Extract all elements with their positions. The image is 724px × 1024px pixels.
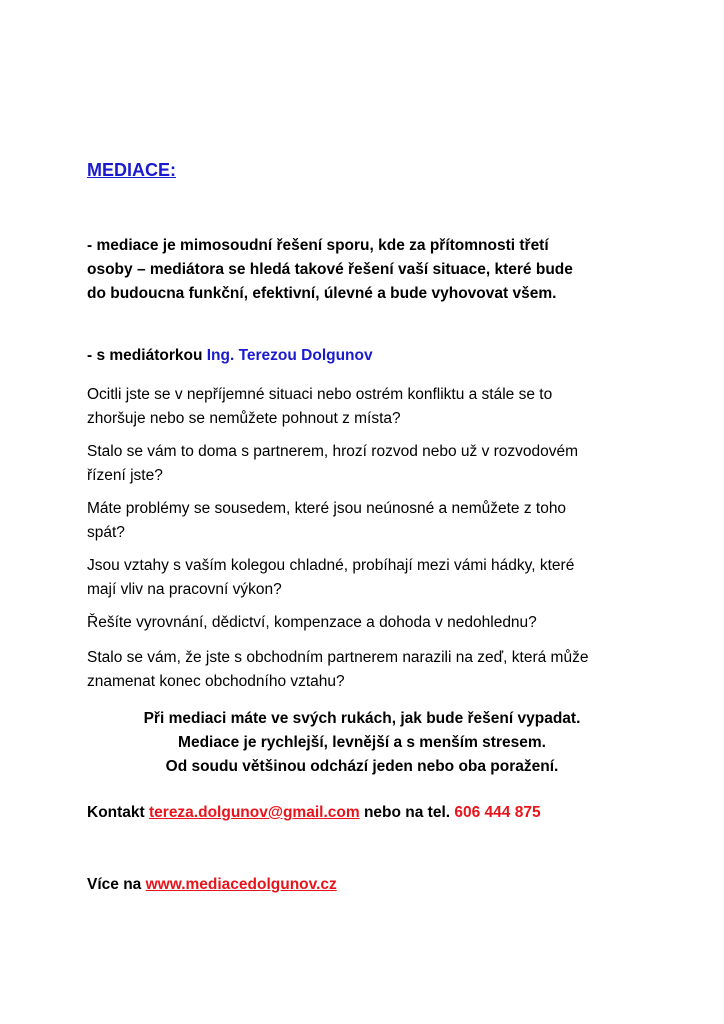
question-line: mají vliv na pracovní výkon? [87,581,282,598]
question-line: spát? [87,524,125,541]
summary-line: Mediace je rychlejší, levnější a s menším stresem. [178,734,546,751]
mediator-name: Ing. Terezou Dolgunov [206,347,373,364]
mediator-prefix: - s mediátorkou [87,347,207,364]
question-paragraph [87,554,647,602]
contact-label: Kontakt [87,804,149,821]
question-line: Stalo se vám to doma s partnerem, hrozí rozvod nebo už v rozvodovém [87,443,579,460]
summary-line: Při mediaci máte ve svých rukách, jak bude řešení vypadat. [143,710,581,727]
more-label: Více na [87,876,146,893]
question-line: Stalo se vám, že jste s obchodním partnerem narazili na zeď, která může [87,649,589,666]
question-paragraph [87,646,647,694]
intro-line: do budoucna funkční, efektivní, úlevné a bude vyhovovat všem. [87,285,557,302]
question-line: zhoršuje nebo se nemůžete pohnout z místa? [87,410,401,427]
question-line: řízení jste? [87,467,163,484]
contact-line [87,804,541,822]
summary-line: Od soudu většinou odchází jeden nebo oba poražení. [165,758,559,775]
phone-number[interactable]: 606 444 875 [454,804,541,821]
intro-line: - mediace je mimosoudní řešení sporu, kde za přítomnosti třetí [87,237,549,254]
question-paragraph [87,497,647,545]
intro-paragraph [87,234,647,306]
question-paragraph [87,611,647,635]
question-paragraph [87,383,647,431]
summary-block [0,707,724,779]
mediator-line [87,347,373,365]
question-line: Máte problémy se sousedem, které jsou neúnosné a nemůžete z toho [87,500,567,517]
more-info-line [87,876,337,894]
question-line: Ocitli jste se v nepříjemné situaci nebo ostrém konfliktu a stále se to [87,386,553,403]
intro-line: osoby – mediátora se hledá takové řešení vaší situace, které bude [87,261,573,278]
page-title: MEDIACE: [87,160,176,180]
question-line: Jsou vztahy s vaším kolegou chladné, probíhají mezi vámi hádky, které [87,557,575,574]
email-link[interactable]: tereza.dolgunov@gmail.com [149,804,360,821]
website-link[interactable]: www.mediacedolgunov.cz [145,876,337,893]
contact-middle: nebo na tel. [363,804,455,821]
question-line: Řešíte vyrovnání, dědictví, kompenzace a dohoda v nedohlednu? [87,614,537,631]
question-line: znamenat konec obchodního vztahu? [87,673,345,690]
question-paragraph [87,440,647,488]
